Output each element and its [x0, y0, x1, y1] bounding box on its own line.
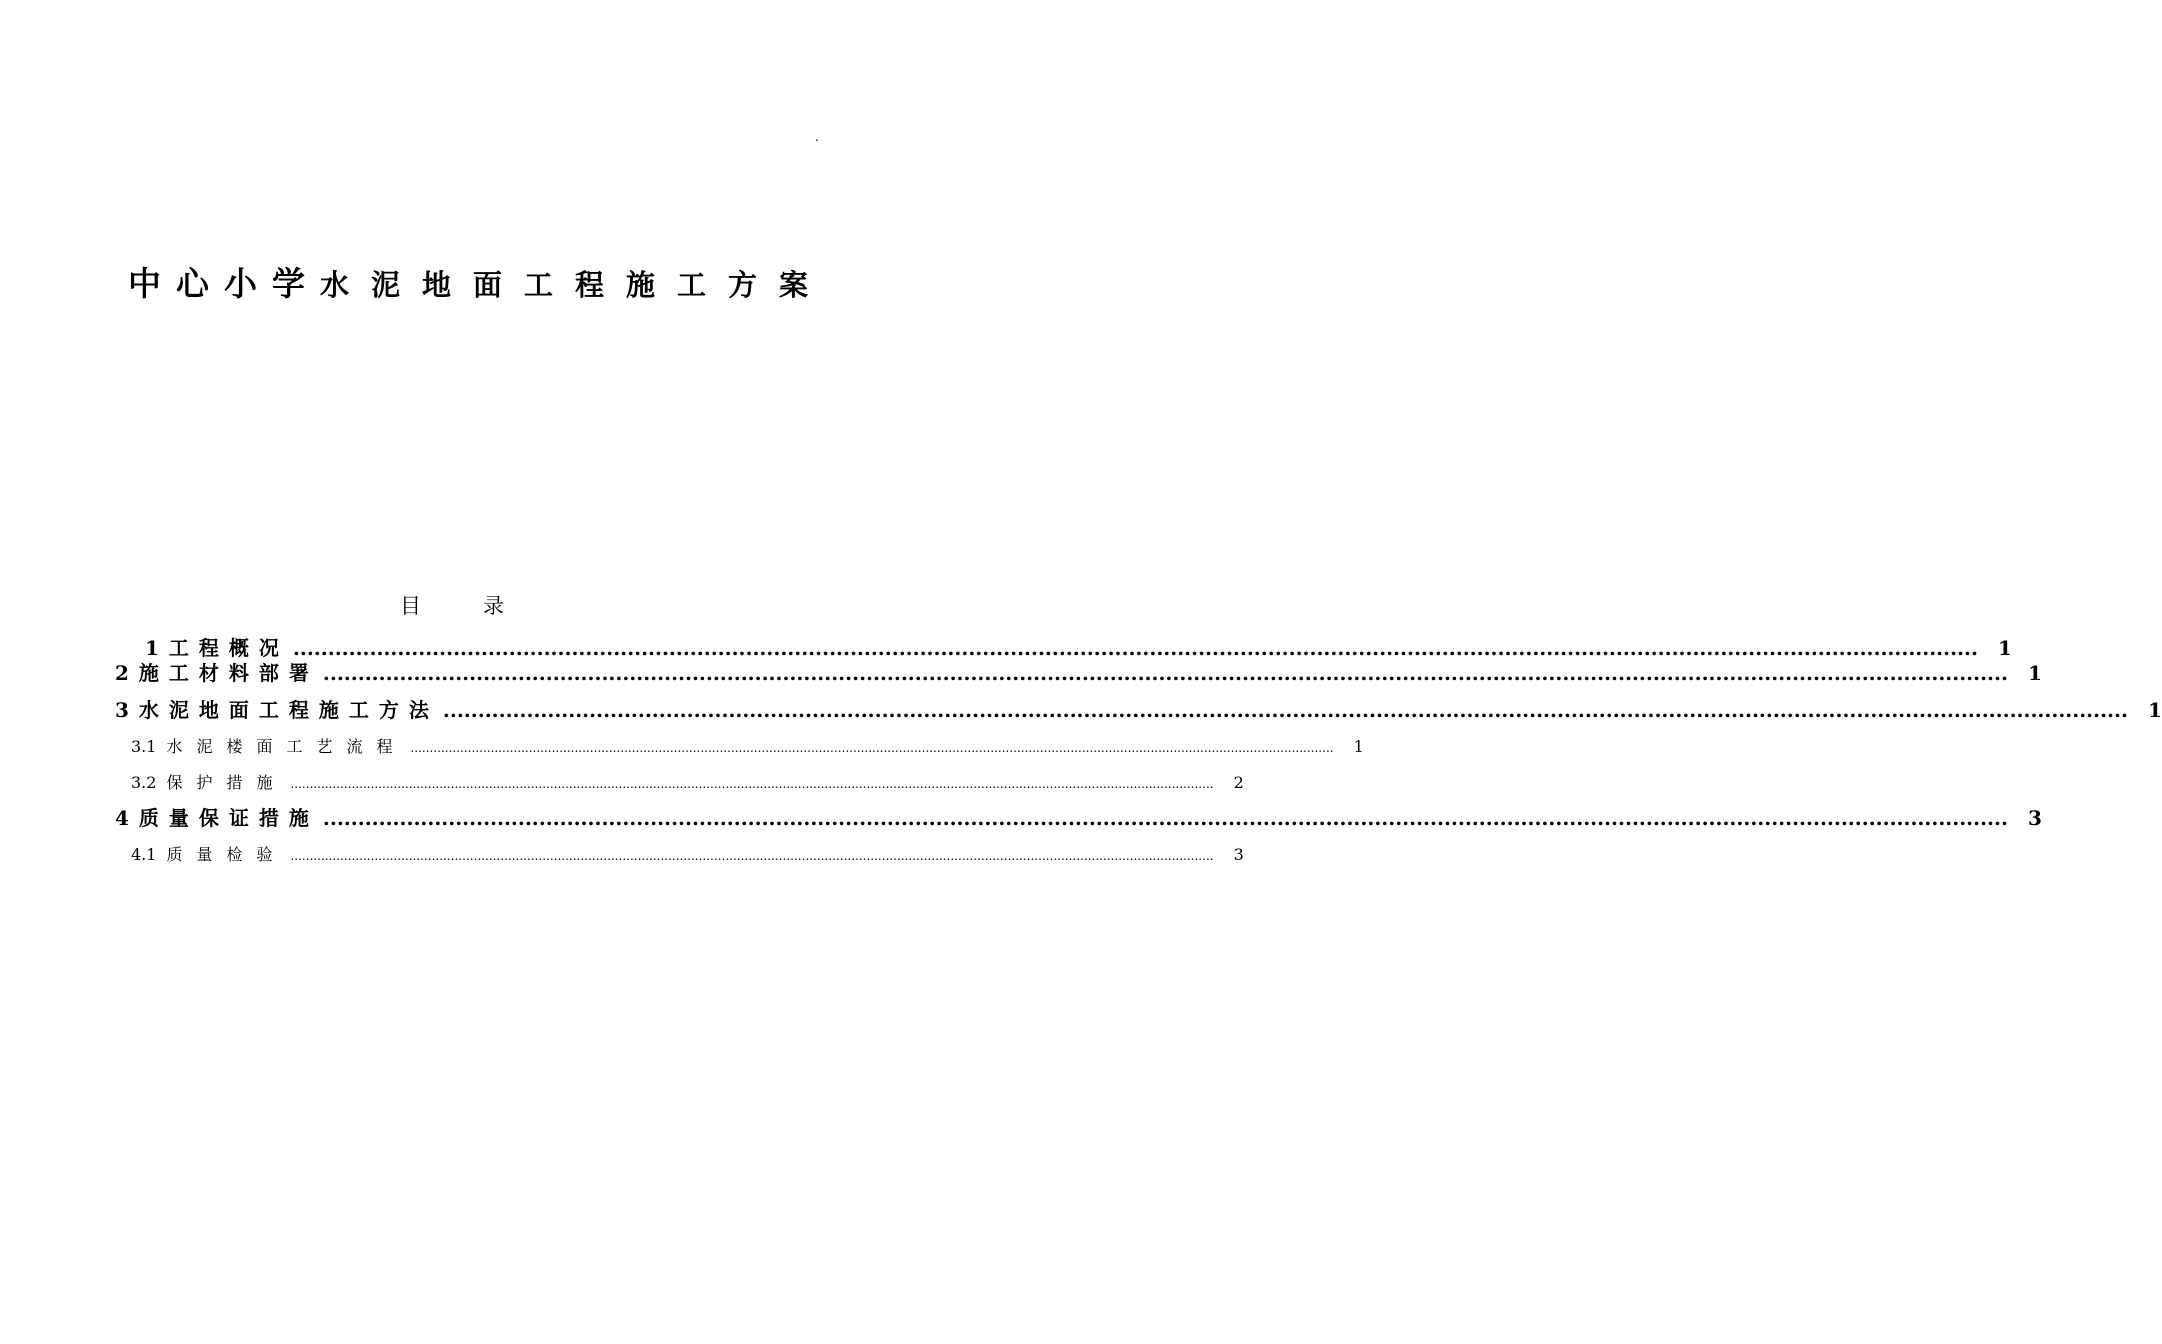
toc-dot-leader: ..................................................................................................................................................................................................................................................	[410, 741, 1334, 755]
toc-entry-3[interactable]	[115, 696, 2162, 724]
title-part-project: 水泥地面工程施工方案	[320, 268, 831, 302]
document-title	[128, 262, 831, 306]
title-part-school: 中心小学	[128, 264, 320, 303]
toc-entry-2[interactable]	[115, 659, 2042, 687]
toc-entry-page: 1	[1353, 737, 1364, 756]
toc-entry-page: 1	[2027, 661, 2042, 685]
toc-entry-label: 水泥楼面工艺流程	[166, 737, 407, 756]
toc-entry-number: 4	[115, 806, 129, 830]
toc-entry-page: 2	[1233, 773, 1244, 792]
toc-entry-3-2[interactable]	[131, 772, 1244, 795]
toc-dot-leader: ..................................................................................................................................................................................................................................................	[322, 806, 2008, 830]
toc-entry-number: 3	[115, 698, 129, 722]
toc-dot-leader: ..................................................................................................................................................................................................................................................	[322, 661, 2008, 685]
toc-entry-page: 3	[1233, 845, 1244, 864]
toc-dot-leader: ..................................................................................................................................................................................................................................................	[292, 636, 1978, 660]
toc-entry-label: 保护措施	[166, 773, 287, 792]
toc-dot-leader: ..................................................................................................................................................................................................................................................	[290, 849, 1214, 863]
toc-entry-1[interactable]	[145, 634, 2012, 662]
toc-entry-label: 水泥地面工程施工方法	[138, 698, 439, 722]
toc-entry-label: 施工材料部署	[138, 661, 319, 685]
toc-entry-4[interactable]	[115, 804, 2042, 832]
toc-entry-3-1[interactable]	[131, 736, 1364, 759]
toc-entry-4-1[interactable]	[131, 844, 1244, 867]
toc-heading: 目录	[400, 594, 566, 618]
toc-dot-leader: ..................................................................................................................................................................................................................................................	[290, 777, 1214, 791]
toc-entry-number: 1	[145, 636, 159, 660]
toc-entry-number: 3.2	[131, 773, 157, 792]
toc-entry-number: 2	[115, 661, 129, 685]
toc-entry-number: 4.1	[131, 845, 157, 864]
toc-entry-label: 质量检验	[166, 845, 287, 864]
toc-entry-page: 3	[2027, 806, 2042, 830]
toc-entry-page: 1	[2147, 698, 2162, 722]
toc-entry-number: 3.1	[131, 737, 157, 756]
toc-dot-leader: ..................................................................................................................................................................................................................................................	[442, 698, 2128, 722]
corner-mark: .	[815, 130, 819, 144]
toc-entry-label: 质量保证措施	[138, 806, 319, 830]
toc-entry-page: 1	[1997, 636, 2012, 660]
toc-entry-label: 工程概况	[168, 636, 289, 660]
